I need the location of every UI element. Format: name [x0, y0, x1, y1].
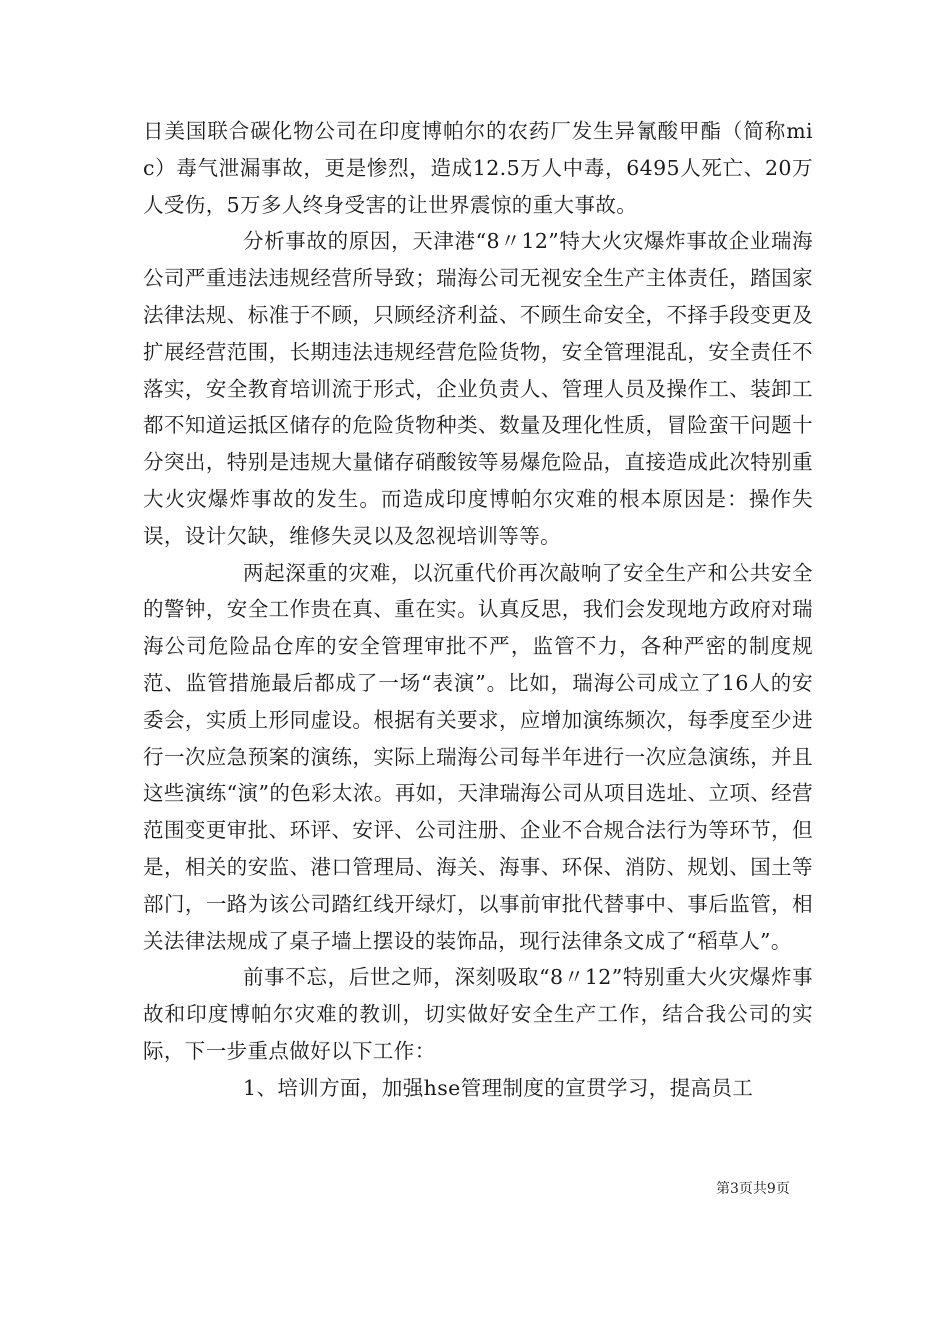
paragraph-1: 日美国联合碳化物公司在印度博帕尔的农药厂发生异氰酸甲酯（简称mic）毒气泄漏事故，更是惨烈，造成12.5万人中毒，6495人死亡、20万人受伤，5万多人终身受害的让世界震惊的重大事故。 [143, 119, 813, 217]
paragraph-2: 分析事故的原因，天津港“8〃12”特大火灾爆炸事故企业瑞海公司严重违法违规经营所导致；瑞海公司无视安全生产主体责任，踏国家法律法规、标准于不顾，只顾经济利益、不顾生命安全，不择手段变更及扩展经营范围，长期违法违规经营危险货物，安全管理混乱，安全责任不落实，安全教育培训流于形式，企业负责人、管理人员及操作工、装卸工都不知道运抵区储存的危险货物种类、数量及理化性质，冒险蛮干问题十分突出，特别是违规大量储存硝酸铵等易爆危险品，直接造成此次特别重大火灾爆炸事故的发生。而造成印度博帕尔灾难的根本原因是：操作失误，设计欠缺，维修失灵以及忽视培训等等。 [143, 229, 813, 548]
paragraph-4: 前事不忘，后世之师，深刻吸取“8〃12”特别重大火灾爆炸事故和印度博帕尔灾难的教训，切实做好安全生产工作，结合我公司的实际，下一步重点做好以下工作： [143, 965, 813, 1063]
page-number-footer: 第3页共9页 [716, 1181, 790, 1197]
paragraph-3: 两起深重的灾难，以沉重代价再次敲响了安全生产和公共安全的警钟，安全工作贵在真、重在实。认真反思，我们会发现地方政府对瑞海公司危险品仓库的安全管理审批不严，监管不力，各种严密的制度规范、监管措施最后都成了一场“表演”。比如，瑞海公司成立了16人的安委会，实质上形同虚设。根据有关要求，应增加演练频次，每季度至少进行一次应急预案的演练，实际上瑞海公司每半年进行一次应急演练，并且这些演练“演”的色彩太浓。再如，天津瑞海公司从项目选址、立项、经营范围变更审批、环评、安评、公司注册、企业不合规合法行为等环节，但是，相关的安监、港口管理局、海关、海事、环保、消防、规划、国土等部门，一路为该公司踏红线开绿灯，以事前审批代替事中、事后监管，相关法律法规成了桌子墙上摆设的装饰品，现行法律条文成了“稻草人”。 [143, 560, 813, 953]
paragraph-5: 1、培训方面，加强hse管理制度的宣贯学习，提高员工 [243, 1075, 754, 1100]
document-body [143, 113, 813, 1107]
